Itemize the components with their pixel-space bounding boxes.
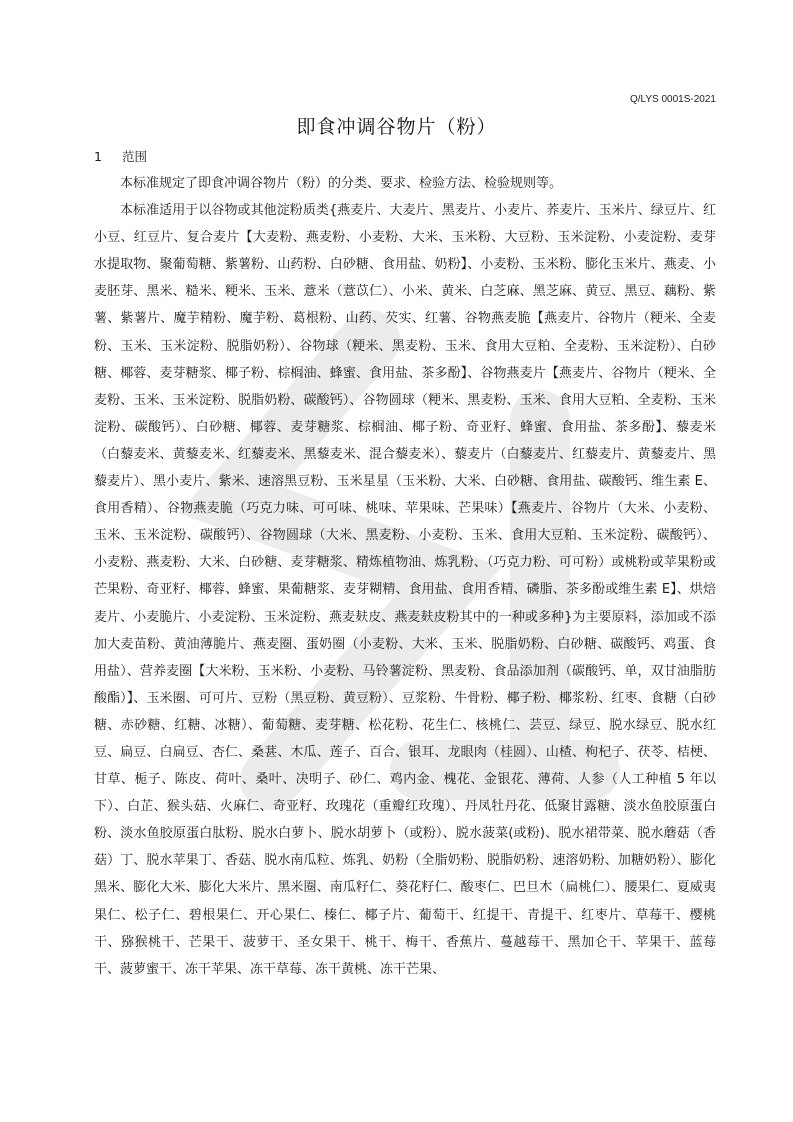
document-code: Q/LYS 0001S-2021 — [630, 94, 716, 105]
paragraph: 本标准规定了即食冲调谷物片（粉）的分类、要求、检验方法、检验规则等。 — [120, 176, 563, 191]
section-number: 1 — [94, 149, 102, 164]
section-title: 范围 — [122, 149, 148, 164]
section-heading — [94, 147, 147, 165]
paragraph: 本标准适用于以谷物或其他淀粉质类{燕麦片、大麦片、黑麦片、小麦片、荞麦片、玉米片、绿豆片、红小豆、红豆片、复合麦片【大麦粉、燕麦粉、小麦粉、大米、玉米粉、大豆粉、玉米淀粉、小麦淀粉、麦芽水提取物、聚葡萄糖、紫薯粉、山药粉、白砂糖、食用盐、奶粉】、小麦粉、玉米粉、膨化玉米片、燕麦、小麦胚芽、黑米、糙米、粳米、玉米、薏米（薏苡仁）、小米、黄米、白芝麻、黑芝麻、黄豆、黑豆、藕粉、紫薯、紫薯片、魔芋精粉、魔芋粉、葛根粉、山药、芡实、红薯、谷物燕麦脆【燕麦片、谷物片（粳米、全麦粉、玉米、玉米淀粉、脱脂奶粉）、谷物球（粳米、黑麦粉、玉米、食用大豆粕、全麦粉、玉米淀粉）、白砂糖、椰蓉、麦芽糖浆、椰子粉、棕榈油、蜂蜜、食用盐、茶多酚】、谷物燕麦片【燕麦片、谷物片（粳米、全麦粉、玉米、玉米淀粉、脱脂奶粉、碳酸钙）、谷物圆球（粳米、黑麦粉、玉米、食用大豆粕、全麦粉、玉米淀粉、碳酸钙）、白砂糖、椰蓉、麦芽糖浆、棕榈油、椰子粉、奇亚籽、蜂蜜、食用盐、茶多酚】、藜麦米（白藜麦米、黄藜麦米、红藜麦米、黑藜麦米、混合藜麦米）、藜麦片（白藜麦片、红藜麦片、黄藜麦片、黑藜麦片）、黑小麦片、紫米、速溶黑豆粉、玉米星星（玉米粉、大米、白砂糖、食用盐、碳酸钙、维生素 E、食用香精）、谷物燕麦脆（巧克力味、可可味、桃味、苹果味、芒果味）【燕麦片、谷物片（大米、小麦粉、玉米、玉米淀粉、碳酸钙）、谷物圆球（大米、黑麦粉、小麦粉、玉米、食用大豆粕、玉米淀粉、碳酸钙）、小麦粉、燕麦粉、大米、白砂糖、麦芽糖浆、精炼植物油、炼乳粉、（巧克力粉、可可粉）或桃粉或苹果粉或芒果粉、奇亚籽、椰蓉、蜂蜜、果葡糖浆、麦芽糊精、食用盐、食用香精、磷脂、茶多酚或维生素 E】、烘焙麦片、小麦脆片、小麦淀粉、玉米淀粉、燕麦麸皮、燕麦麸皮粉其中的一种或多种}为主要原料，添加或不添加大麦苗粉、黄油薄脆片、燕麦圈、蛋奶圈（小麦粉、大米、玉米、脱脂奶粉、白砂糖、碳酸钙、鸡蛋、食用盐）、营养麦圈【大米粉、玉米粉、小麦粉、马铃薯淀粉、黑麦粉、食品添加剂（碳酸钙、单，双甘油脂肪酸酯）】、玉米圈、可可片、豆粉（黑豆粉、黄豆粉）、豆浆粉、牛骨粉、椰子粉、椰浆粉、红枣、食糖（白砂糖、赤砂糖、红糖、冰糖）、葡萄糖、麦芽糖、松花粉、花生仁、核桃仁、芸豆、绿豆、脱水绿豆、脱水红豆、扁豆、白扁豆、杏仁、桑葚、木瓜、莲子、百合、银耳、龙眼肉（桂圆）、山楂、枸杞子、茯苓、桔梗、甘草、栀子、陈皮、荷叶、桑叶、决明子、砂仁、鸡内金、槐花、金银花、薄荷、人参（人工种植 5 年以下）、白芷、猴头菇、火麻仁、奇亚籽、玫瑰花（重瓣红玫瑰）、丹凤牡丹花、低聚甘露糖、淡水鱼胶原蛋白粉、淡水鱼胶原蛋白肽粉、脱水白萝卜、脱水胡萝卜（或粉）、脱水菠菜(或粉)、脱水裙带菜、脱水蘑菇（香菇）丁、脱水苹果丁、香菇、脱水南瓜粒、炼乳、奶粉（全脂奶粉、脱脂奶粉、速溶奶粉、加糖奶粉）、膨化黑米、膨化大米、膨化大米片、黑米圈、南瓜籽仁、葵花籽仁、酸枣仁、巴旦木（扁桃仁）、腰果仁、夏威夷果仁、松子仁、碧根果仁、开心果仁、榛仁、椰子片、葡萄干、红提干、青提干、红枣片、草莓干、樱桃干、猕猴桃干、芒果干、菠萝干、圣女果干、桃干、梅干、香蕉片、蔓越莓干、黑加仑干、苹果干、蓝莓干、菠萝蜜干、冻干苹果、冻干草莓、冻干黄桃、冻干芒果、 — [94, 203, 716, 977]
page-title: 即食冲调谷物片（粉） — [296, 116, 497, 138]
body-content — [94, 170, 716, 983]
